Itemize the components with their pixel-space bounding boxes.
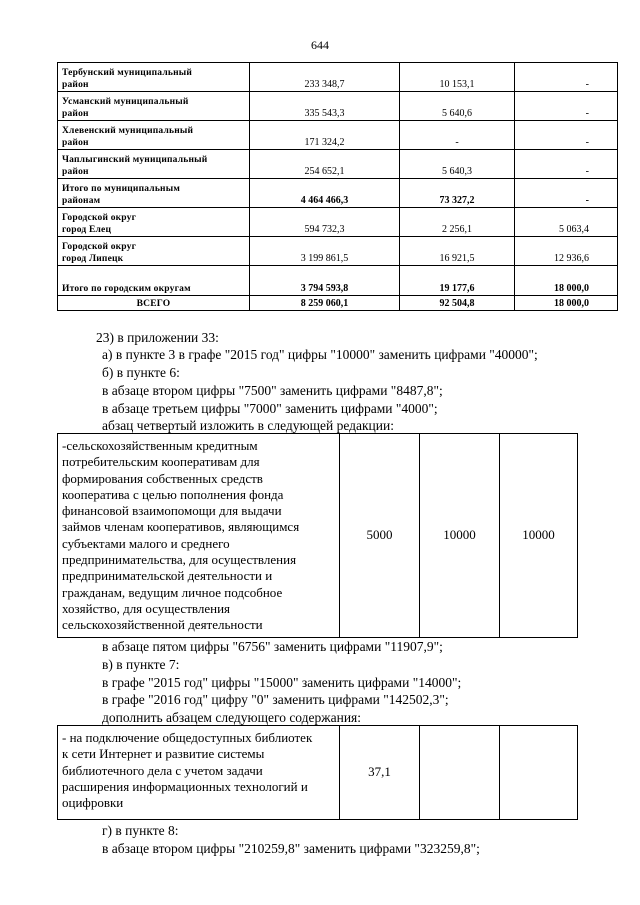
cell-c3: 18 000,0 <box>515 296 618 311</box>
row-label-line: Итого по муниципальным <box>62 184 181 194</box>
item-v: в) в пункте 7: <box>102 657 180 672</box>
cell-c2: 5 640,6 <box>400 92 515 121</box>
cell-c1: 594 732,3 <box>250 208 400 237</box>
cell-c2: 73 327,2 <box>400 179 515 208</box>
description-line: потребительским кооперативам для <box>62 454 260 470</box>
row-label-line: районам <box>62 196 101 206</box>
row-label <box>58 237 250 266</box>
item-b: б) в пункте 6: <box>102 365 180 380</box>
row-label-line: город Липецк <box>62 254 124 264</box>
row-label-line: Городской округ <box>62 213 137 223</box>
library-table <box>57 725 578 820</box>
row-label-line: район <box>62 167 89 177</box>
item-a: а) в пункте 3 в графе "2015 год" цифры "10000" заменить цифрами "40000"; <box>102 347 538 362</box>
cell-c1: 3 199 861,5 <box>250 237 400 266</box>
description-line: формирования собственных средств <box>62 470 263 486</box>
row-label-line: Городской округ <box>62 242 137 252</box>
row-label <box>58 121 250 150</box>
paragraph-23: 23) в приложении 33: <box>96 330 219 345</box>
cell-c1: 3 794 593,8 <box>250 266 400 296</box>
cooperatives-value-2: 10000 <box>420 434 500 638</box>
row-label-line: район <box>62 138 89 148</box>
cell-c3: - <box>515 63 618 92</box>
item-g-abzats-2: в абзаце втором цифры "210259,8" заменить цифрами "323259,8"; <box>102 841 480 856</box>
cell-c3: - <box>515 179 618 208</box>
cell-c1: 335 543,3 <box>250 92 400 121</box>
cell-c3: 12 936,6 <box>515 237 618 266</box>
cooperatives-value-3: 10000 <box>500 434 578 638</box>
cell-c1: 233 348,7 <box>250 63 400 92</box>
cell-c1: 254 652,1 <box>250 150 400 179</box>
cell-c2: 5 640,3 <box>400 150 515 179</box>
cooperatives-value-1: 5000 <box>340 434 420 638</box>
cell-c2: 10 153,1 <box>400 63 515 92</box>
row-label-line: Итого по городским округам <box>62 284 191 294</box>
table-row <box>58 237 618 266</box>
cell-c3: - <box>515 92 618 121</box>
description-line: библиотечного дела с учетом задачи <box>62 762 263 778</box>
cell-c3: - <box>515 121 618 150</box>
cell-c1: 4 464 466,3 <box>250 179 400 208</box>
item-v-add-abzats: дополнить абзацем следующего содержания: <box>102 710 362 725</box>
item-b-abzats-3: в абзаце третьем цифры "7000" заменить цифрами "4000"; <box>102 401 438 416</box>
row-label <box>58 296 250 311</box>
page-number: 644 <box>311 38 329 52</box>
description-line: - на подключение общедоступных библиотек <box>62 730 313 745</box>
table-row <box>58 266 618 296</box>
table-row <box>58 121 618 150</box>
cell-c2: - <box>400 121 515 150</box>
cell-c2: 19 177,6 <box>400 266 515 296</box>
row-label-line: Усманский муниципальный <box>62 97 189 107</box>
table-row <box>58 296 618 311</box>
cooperatives-table <box>57 433 578 638</box>
row-label <box>58 150 250 179</box>
row-label <box>58 179 250 208</box>
description-line: гражданам, ведущим личное подсобное <box>62 584 283 600</box>
item-v-grafa-2015: в графе "2015 год" цифры "15000" заменить цифрами "14000"; <box>102 675 462 690</box>
row-label-line: Чаплыгинский муниципальный <box>62 155 208 165</box>
library-description <box>58 726 340 820</box>
item-v-grafa-2016: в графе "2016 год" цифру "0" заменить цифрами "142502,3"; <box>102 692 449 707</box>
description-line: предпринимательской деятельности и <box>62 568 273 584</box>
cell-c3: 18 000,0 <box>515 266 618 296</box>
cell-c1: 171 324,2 <box>250 121 400 150</box>
table-row <box>58 179 618 208</box>
description-line: финансовой взаимопомощи для выдачи <box>62 503 282 519</box>
row-label-line: Тербунский муниципальный <box>62 68 193 78</box>
cell-c3: - <box>515 150 618 179</box>
cell-c2: 92 504,8 <box>400 296 515 311</box>
description-line: предпринимательства, для осуществления <box>62 552 297 568</box>
row-label-line: ВСЕГО <box>136 299 171 309</box>
row-label <box>58 208 250 237</box>
description-line: субъектами малого и среднего <box>62 535 230 551</box>
cell-c2: 16 921,5 <box>400 237 515 266</box>
library-value-3 <box>500 726 578 820</box>
cell-c2: 2 256,1 <box>400 208 515 237</box>
row-label <box>58 63 250 92</box>
item-g: г) в пункте 8: <box>102 823 179 838</box>
row-label-line: Хлевенский муниципальный <box>62 126 194 136</box>
cell-c3: 5 063,4 <box>515 208 618 237</box>
row-label-line: район <box>62 80 89 90</box>
row-label-line: город Елец <box>62 225 112 235</box>
table-row <box>58 63 618 92</box>
description-line: сельскохозяйственной деятельности <box>62 617 263 633</box>
budget-table <box>57 62 618 311</box>
table-row <box>58 92 618 121</box>
description-line: -сельскохозяйственным кредитным <box>62 438 258 453</box>
table-row <box>58 150 618 179</box>
description-line: оцифровки <box>62 795 124 811</box>
row-label <box>58 266 250 296</box>
cell-c1: 8 259 060,1 <box>250 296 400 311</box>
description-line: к сети Интернет и развитие системы <box>62 746 265 762</box>
row-label <box>58 92 250 121</box>
description-line: расширения информационных технологий и <box>62 778 308 794</box>
table-row <box>58 208 618 237</box>
item-b-abzats-5: в абзаце пятом цифры "6756" заменить цифрами "11907,9"; <box>102 639 443 654</box>
description-line: хозяйство, для осуществления <box>62 600 231 616</box>
row-label-line: район <box>62 109 89 119</box>
library-value-2 <box>420 726 500 820</box>
description-line: займов членам кооперативов, являющимся <box>62 519 300 535</box>
item-b-abzats-4: абзац четвертый изложить в следующей редакции: <box>102 418 394 433</box>
library-value-1: 37,1 <box>340 726 420 820</box>
cooperatives-description <box>58 434 340 638</box>
description-line: кооператива с целью пополнения фонда <box>62 486 284 502</box>
item-b-abzats-2: в абзаце втором цифры "7500" заменить цифрами "8487,8"; <box>102 383 443 398</box>
